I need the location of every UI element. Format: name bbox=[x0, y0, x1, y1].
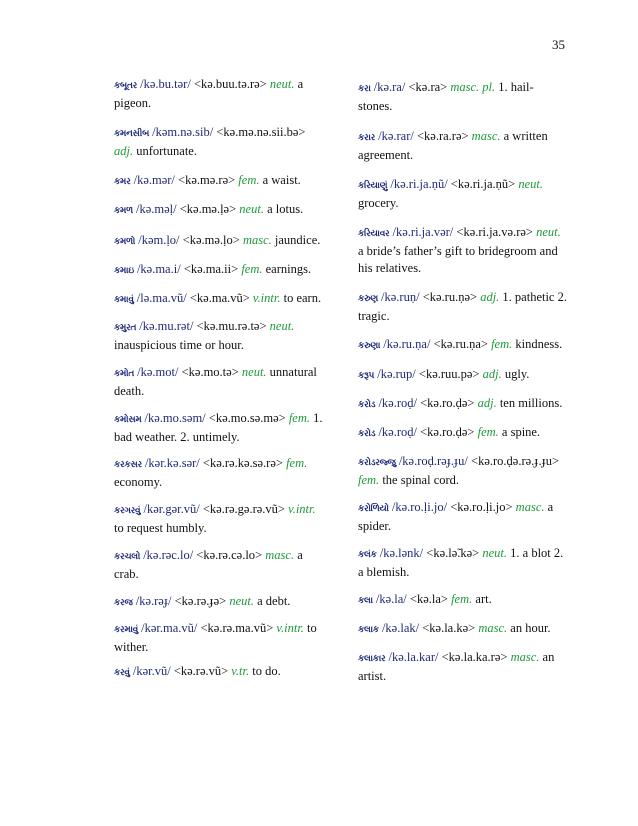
entry-head: કરોડરજ્જુ bbox=[358, 458, 396, 468]
entry-ipa: /kə.mot/ bbox=[137, 365, 179, 379]
entry-pron: <kə.ri.ja.ṇũ> bbox=[450, 177, 516, 191]
entry-head: કરોડ bbox=[358, 400, 376, 410]
entry-head: કરા bbox=[358, 84, 371, 94]
entry-head: કરચલો bbox=[114, 552, 141, 562]
entry-def: 1. hail-stones. bbox=[358, 80, 534, 113]
entry-ipa: /kə.ra/ bbox=[373, 80, 406, 94]
entry-head: કરગરવું bbox=[114, 506, 141, 516]
dictionary-entry bbox=[358, 128, 568, 164]
entry-pos: neut. bbox=[269, 319, 295, 333]
entry-pos: neut. bbox=[518, 177, 544, 191]
entry-pron: <kə.ra.rə> bbox=[416, 129, 469, 143]
entry-head: કરાર bbox=[358, 133, 375, 143]
entry-head: કમનસીબ bbox=[114, 129, 150, 139]
entry-pron: <kə.mə.rə> bbox=[178, 173, 236, 187]
entry-pos: adj. bbox=[480, 290, 500, 304]
entry-pron: <kə.ru.ṇa> bbox=[433, 337, 488, 351]
entry-ipa: /kəm.ḷo/ bbox=[138, 233, 180, 247]
entry-def: a spine. bbox=[501, 425, 541, 439]
entry-ipa: /kə.məḷ/ bbox=[135, 202, 177, 216]
dictionary-entry bbox=[114, 232, 326, 251]
dictionary-entry bbox=[358, 545, 568, 581]
dictionary-entry bbox=[114, 501, 326, 537]
entry-ipa: /kə.bu.tər/ bbox=[140, 77, 191, 91]
entry-pos: fem. bbox=[451, 592, 473, 606]
entry-pos: v.intr. bbox=[276, 621, 304, 635]
entry-def: an artist. bbox=[358, 650, 555, 683]
entry-def: economy. bbox=[114, 475, 163, 489]
entry-head: કમોસમ bbox=[114, 415, 142, 425]
entry-ipa: /kər.kə.sər/ bbox=[144, 456, 200, 470]
entry-def: to do. bbox=[252, 664, 281, 678]
entry-pron: <kə.ro.ḍə.rə.ɟ.ɟu> bbox=[471, 454, 560, 468]
entry-pron: <kə.ruu.pə> bbox=[418, 367, 480, 381]
entry-pron: <kə.rə.kə.sə.rə> bbox=[202, 456, 283, 470]
entry-head: કલાકાર bbox=[358, 654, 386, 664]
entry-pron: <kə.ro.ḷi.jo> bbox=[450, 500, 513, 514]
entry-head: કમળો bbox=[114, 237, 136, 247]
entry-ipa: /kə.mo.səm/ bbox=[144, 411, 206, 425]
dictionary-entry bbox=[114, 201, 326, 220]
entry-head: કબૂતર bbox=[114, 81, 138, 91]
entry-head: કમોત bbox=[114, 369, 135, 379]
entry-pos: adj. bbox=[477, 396, 497, 410]
dictionary-entry bbox=[114, 290, 326, 309]
entry-def: to earn. bbox=[283, 291, 322, 305]
entry-pos: neut. bbox=[536, 225, 561, 239]
entry-pos: neut. bbox=[269, 77, 295, 91]
entry-head: કમુરત bbox=[114, 323, 137, 333]
entry-def: 1. a blot 2. a blemish. bbox=[358, 546, 564, 579]
dictionary-entry bbox=[114, 261, 326, 280]
entry-pron: <kə.rə.ɟə> bbox=[174, 594, 227, 608]
dictionary-entry bbox=[358, 366, 568, 385]
entry-ipa: /kə.la/ bbox=[375, 592, 407, 606]
dictionary-entry bbox=[358, 176, 568, 212]
dictionary-entry bbox=[114, 547, 326, 583]
dictionary-entry bbox=[114, 124, 326, 160]
dictionary-entry bbox=[358, 424, 568, 443]
entry-ipa: /kə.roḍ.rəɟ.ɟu/ bbox=[398, 454, 468, 468]
entry-def: a spider. bbox=[358, 500, 554, 533]
entry-def: art. bbox=[475, 592, 492, 606]
entry-head: કમર bbox=[114, 177, 131, 187]
entry-def: to wither. bbox=[114, 621, 317, 654]
entry-pron: <kə.ro.ḍə> bbox=[420, 425, 475, 439]
entry-pos: neut. bbox=[229, 594, 254, 608]
entry-pron: <kə.lə̃.kə> bbox=[426, 546, 480, 560]
entry-ipa: /kə.ma.i/ bbox=[136, 262, 181, 276]
entry-pos: v.tr. bbox=[231, 664, 250, 678]
entry-head: કલંક bbox=[358, 550, 377, 560]
entry-ipa: /kə.la.kar/ bbox=[388, 650, 439, 664]
entry-pron: <kə.ra> bbox=[408, 80, 448, 94]
entry-def: a written agreement. bbox=[358, 129, 548, 162]
entry-pos: masc. bbox=[510, 650, 540, 664]
entry-head: કરવું bbox=[114, 668, 130, 678]
entry-pos: fem. bbox=[288, 411, 311, 425]
entry-ipa: /kə.roḍ/ bbox=[378, 425, 417, 439]
dictionary-entry bbox=[114, 593, 326, 612]
dictionary-entry bbox=[114, 620, 326, 656]
entry-ipa: /kə.ruṇ/ bbox=[381, 290, 420, 304]
entry-pron: <kə.la> bbox=[409, 592, 448, 606]
left-column bbox=[114, 66, 326, 682]
entry-ipa: /kər.ma.vũ/ bbox=[141, 621, 198, 635]
entry-head: કમળ bbox=[114, 206, 133, 216]
dictionary-entry bbox=[114, 410, 326, 446]
entry-ipa: /kə.lak/ bbox=[381, 621, 420, 635]
entry-pron: <kə.rə.vũ> bbox=[173, 664, 229, 678]
entry-ipa: /kə.rup/ bbox=[377, 367, 416, 381]
entry-ipa: /kəm.nə.sib/ bbox=[152, 125, 214, 139]
dictionary-entry bbox=[358, 453, 568, 489]
entry-pos: masc. pl. bbox=[450, 80, 496, 94]
dictionary-entry bbox=[358, 289, 568, 325]
dictionary-entry bbox=[114, 663, 326, 682]
entry-head: કરુણ bbox=[358, 294, 378, 304]
entry-pron: <kə.la.ka.rə> bbox=[441, 650, 508, 664]
entry-ipa: /kər.gər.vũ/ bbox=[143, 502, 200, 516]
entry-pron: <kə.rə.ma.vũ> bbox=[200, 621, 274, 635]
entry-ipa: /kə.lənk/ bbox=[379, 546, 424, 560]
entry-pos: masc. bbox=[471, 129, 501, 143]
entry-ipa: /kər.vũ/ bbox=[132, 664, 171, 678]
entry-pron: <kə.rə.gə.rə.vũ> bbox=[202, 502, 285, 516]
entry-def: kindness. bbox=[515, 337, 563, 351]
entry-ipa: /kə.rar/ bbox=[378, 129, 414, 143]
entry-def: a waist. bbox=[262, 173, 301, 187]
entry-pron: <kə.ma.vũ> bbox=[189, 291, 250, 305]
entry-pron: <kə.rə.cə.lo> bbox=[196, 548, 263, 562]
entry-def: inauspicious time or hour. bbox=[114, 338, 244, 352]
entry-pos: adj. bbox=[114, 144, 134, 158]
entry-head: કરિયાવર bbox=[358, 229, 390, 239]
entry-pos: masc. bbox=[515, 500, 545, 514]
entry-pos: fem. bbox=[358, 473, 380, 487]
entry-pos: neut. bbox=[241, 365, 267, 379]
right-column bbox=[358, 66, 568, 685]
entry-pos: fem. bbox=[241, 262, 263, 276]
entry-def: a debt. bbox=[257, 594, 291, 608]
entry-def: grocery. bbox=[358, 196, 399, 210]
dictionary-entry bbox=[114, 455, 326, 491]
entry-head: કમાઇ bbox=[114, 266, 134, 276]
entry-pos: masc. bbox=[478, 621, 508, 635]
entry-pos: fem. bbox=[491, 337, 513, 351]
dictionary-entry bbox=[114, 318, 326, 354]
dictionary-entry bbox=[114, 172, 326, 191]
entry-head: કરમાવું bbox=[114, 625, 138, 635]
entry-def: a crab. bbox=[114, 548, 303, 581]
dictionary-entry bbox=[358, 649, 568, 685]
entry-def: earnings. bbox=[265, 262, 312, 276]
entry-head: કમાવું bbox=[114, 295, 134, 305]
entry-pron: <kə.mə.ḷo> bbox=[182, 233, 240, 247]
entry-pos: fem. bbox=[238, 173, 260, 187]
dictionary-entry bbox=[358, 336, 568, 355]
entry-pron: <kə.mu.rə.tə> bbox=[196, 319, 267, 333]
entry-ipa: /lə.ma.vũ/ bbox=[136, 291, 187, 305]
dictionary-entry bbox=[114, 76, 326, 112]
entry-head: કરકસર bbox=[114, 460, 142, 470]
entry-def: an hour. bbox=[510, 621, 551, 635]
page-number: 35 bbox=[552, 37, 565, 52]
entry-pron: <kə.mo.sə.mə> bbox=[208, 411, 286, 425]
entry-def: 1. bad weather. 2. untimely. bbox=[114, 411, 323, 444]
entry-head: કરજ bbox=[114, 598, 133, 608]
entry-ipa: /kə.roḍ/ bbox=[378, 396, 417, 410]
entry-head: કલાક bbox=[358, 625, 379, 635]
entry-def: 1. pathetic 2. tragic. bbox=[358, 290, 567, 323]
entry-pron: <kə.ma.ii> bbox=[183, 262, 239, 276]
entry-pos: masc. bbox=[265, 548, 295, 562]
entry-def: jaundice. bbox=[274, 233, 321, 247]
dictionary-entry bbox=[358, 395, 568, 414]
entry-head: કરુણા bbox=[358, 341, 381, 351]
entry-pos: v.intr. bbox=[252, 291, 281, 305]
dictionary-entry bbox=[114, 364, 326, 400]
entry-ipa: /kə.ru.ṇa/ bbox=[383, 337, 431, 351]
entry-def: a bride’s father’s gift to bridegroom and his relatives. bbox=[358, 244, 558, 275]
entry-pos: fem. bbox=[477, 425, 499, 439]
entry-head: કરોડ bbox=[358, 429, 376, 439]
entry-pron: <kə.mə.ḷə> bbox=[179, 202, 237, 216]
entry-pron: <kə.mə.nə.sii.bə> bbox=[216, 125, 306, 139]
entry-pron: <kə.ri.ja.və.rə> bbox=[456, 225, 533, 239]
dictionary-entry bbox=[358, 591, 568, 610]
entry-def: ugly. bbox=[504, 367, 530, 381]
entry-def: a lotus. bbox=[267, 202, 304, 216]
entry-ipa: /kə.ri.ja.vər/ bbox=[392, 225, 454, 239]
dictionary-entry bbox=[358, 499, 568, 535]
entry-ipa: /kə.ri.ja.ṇũ/ bbox=[390, 177, 448, 191]
entry-ipa: /kə.mu.rət/ bbox=[139, 319, 194, 333]
entry-ipa: /kə.rəc.lo/ bbox=[143, 548, 194, 562]
entry-ipa: /kə.rəɟ/ bbox=[135, 594, 172, 608]
dictionary-entry bbox=[358, 620, 568, 639]
entry-def: ten millions. bbox=[499, 396, 563, 410]
entry-pron: <kə.mo.tə> bbox=[181, 365, 239, 379]
entry-pos: masc. bbox=[242, 233, 272, 247]
entry-pron: <kə.la.kə> bbox=[422, 621, 476, 635]
entry-ipa: /kə.mər/ bbox=[133, 173, 175, 187]
entry-pron: <kə.buu.tə.rə> bbox=[193, 77, 267, 91]
entry-pos: fem. bbox=[286, 456, 308, 470]
dictionary-entry bbox=[358, 224, 568, 277]
entry-def: to request humbly. bbox=[114, 521, 207, 535]
entry-pron: <kə.ru.ṇə> bbox=[422, 290, 478, 304]
entry-def: a pigeon. bbox=[114, 77, 304, 110]
entry-pos: adj. bbox=[482, 367, 502, 381]
entry-head: કલા bbox=[358, 596, 373, 606]
entry-pos: neut. bbox=[482, 546, 508, 560]
entry-def: unnatural death. bbox=[114, 365, 317, 398]
entry-def: the spinal cord. bbox=[382, 473, 460, 487]
dictionary-entry bbox=[358, 79, 568, 115]
entry-pron: <kə.ro.ḍə> bbox=[420, 396, 475, 410]
entry-head: કરિયાણું bbox=[358, 181, 388, 191]
entry-head: કરોળિયો bbox=[358, 504, 389, 514]
entry-pos: neut. bbox=[239, 202, 264, 216]
entry-head: કરૂપ bbox=[358, 371, 375, 381]
entry-def: unfortunate. bbox=[136, 144, 197, 158]
entry-ipa: /kə.ro.ḷi.jo/ bbox=[391, 500, 448, 514]
entry-pos: v.intr. bbox=[288, 502, 316, 516]
